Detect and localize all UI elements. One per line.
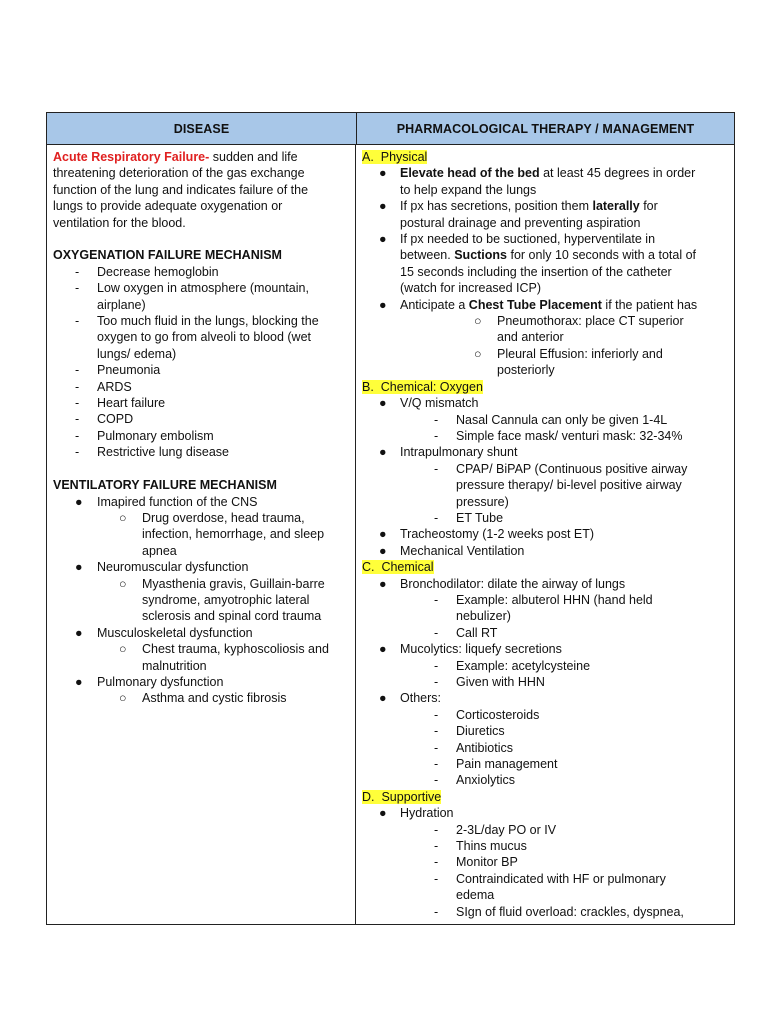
list-item: ● Tracheostomy (1-2 weeks post ET) (379, 527, 595, 542)
list-subitem: ○ Myasthenia gravis, Guillain-barre (119, 576, 325, 591)
list-item-cont: postural drainage and preventing aspiration (400, 215, 641, 230)
list-subitem-cont: posteriorly (497, 363, 555, 378)
list-subitem: - SIgn of fluid overload: crackles, dyspnea, (434, 904, 684, 919)
list-item-cont: airplane) (97, 297, 146, 312)
list-subitem-cont: nebulizer) (456, 609, 511, 624)
list-item: ● Anticipate a Chest Tube Placement if the patient has (379, 297, 698, 312)
list-item-cont: to help expand the lungs (400, 182, 537, 197)
list-subitem: - Anxiolytics (434, 773, 516, 788)
list-item: - Pneumonia (75, 363, 161, 378)
list-subitem: - Monitor BP (434, 855, 518, 870)
list-subitem-cont: malnutrition (142, 658, 207, 673)
list-subitem: ○ Chest trauma, kyphoscoliosis and (119, 642, 329, 657)
intro-line: ventilation for the blood. (53, 215, 186, 230)
list-subitem-cont: sclerosis and spinal cord trauma (142, 609, 322, 624)
list-item: - COPD (75, 412, 134, 427)
list-subitem-cont: pressure therapy/ bi-level positive airway (456, 478, 682, 493)
list-item: ● Others: (379, 691, 441, 706)
list-item-cont: lungs/ edema) (97, 346, 177, 361)
list-subitem: - Simple face mask/ venturi mask: 32-34% (434, 428, 683, 443)
list-subitem: ○ Pneumothorax: place CT superior (474, 314, 684, 329)
list-subitem: - Example: acetylcysteine (434, 658, 591, 673)
list-subitem-cont: pressure) (456, 494, 509, 509)
list-subitem: - Thins mucus (434, 839, 527, 854)
list-item-cont: oxygen to go from alveoli to blood (wet (97, 330, 312, 345)
disease-title: Acute Respiratory Failure- (53, 150, 210, 164)
list-item: - Heart failure (75, 396, 166, 411)
list-subitem: - ET Tube (434, 510, 504, 525)
section-physical: A. Physical (362, 150, 428, 164)
list-item: ● If px needed to be suctioned, hyperventilate in (379, 232, 656, 247)
list-subitem-cont: syndrome, amyotrophic lateral (142, 592, 310, 607)
list-item: - Pulmonary embolism (75, 428, 214, 443)
list-item: - Low oxygen in atmosphere (mountain, (75, 281, 309, 296)
list-subitem-cont: edema (456, 888, 495, 903)
list-item: ● If px has secretions, position them laterally for (379, 199, 658, 214)
list-item: - ARDS (75, 379, 132, 394)
intro-line: function of the lung and indicates failure of the (53, 182, 309, 197)
list-subitem: ○ Asthma and cystic fibrosis (119, 691, 287, 706)
list-item: ● Pulmonary dysfunction (75, 674, 224, 689)
list-subitem: - Antibiotics (434, 740, 513, 755)
list-subitem-cont: and anterior (497, 330, 564, 345)
list-item-cont: 15 seconds including the insertion of the catheter (400, 264, 672, 279)
list-item: ● Mucolytics: liquefy secretions (379, 642, 562, 657)
list-subitem: - Contraindicated with HF or pulmonary (434, 871, 666, 886)
list-subitem: - Nasal Cannula can only be given 1-4L (434, 412, 668, 427)
header-therapy: PHARMACOLOGICAL THERAPY / MANAGEMENT (396, 121, 695, 136)
disease-column (47, 145, 356, 925)
list-subitem: ○ Drug overdose, head trauma, (119, 510, 305, 525)
section-supportive: D. Supportive (362, 789, 442, 804)
list-item: ● Musculoskeletal dysfunction (75, 625, 253, 640)
list-item: ● Mechanical Ventilation (379, 543, 525, 558)
list-item: ● Hydration (379, 806, 454, 821)
list-item: - Too much fluid in the lungs, blocking the (75, 314, 319, 329)
therapy-table (46, 112, 735, 925)
list-item-cont: (watch for increased ICP) (400, 281, 542, 296)
header-disease: DISEASE (47, 113, 357, 144)
list-item: ● Neuromuscular dysfunction (75, 560, 249, 575)
list-subitem-cont: infection, hemorrhage, and sleep (142, 527, 325, 542)
list-item: ● Intrapulmonary shunt (379, 445, 518, 460)
list-subitem: - CPAP/ BiPAP (Continuous positive airway (434, 461, 688, 476)
ventilatory-heading: VENTILATORY FAILURE MECHANISM (53, 478, 277, 493)
list-subitem: - Diuretics (434, 724, 505, 739)
list-item: ● Bronchodilator: dilate the airway of lungs (379, 576, 626, 591)
list-item: ● V/Q mismatch (379, 396, 479, 411)
list-subitem: - Corticosteroids (434, 707, 540, 722)
list-item: ● Elevate head of the bed at least 45 degrees in order (379, 166, 696, 181)
list-item: ● Imapired function of the CNS (75, 494, 258, 509)
list-subitem: - Given with HHN (434, 675, 545, 689)
table-body (47, 145, 734, 925)
list-subitem: - 2-3L/day PO or IV (434, 822, 557, 837)
list-item-cont: between. Suctions for only 10 seconds with a total of (400, 248, 697, 263)
oxygenation-heading: OXYGENATION FAILURE MECHANISM (53, 248, 282, 263)
list-subitem: - Call RT (434, 625, 498, 640)
list-subitem: ○ Pleural Effusion: inferiorly and (474, 346, 663, 361)
list-subitem-cont: apnea (142, 543, 177, 558)
list-subitem: - Pain management (434, 757, 558, 772)
intro-line: lungs to provide adequate oxygenation or (53, 199, 283, 214)
list-item: - Decrease hemoglobin (75, 264, 219, 279)
intro-line: Acute Respiratory Failure- sudden and life (53, 150, 298, 164)
list-item: - Restrictive lung disease (75, 445, 230, 460)
section-chemical: C. Chemical (362, 560, 434, 575)
intro-line: threatening deterioration of the gas exchange (53, 166, 305, 181)
list-subitem: - Example: albuterol HHN (hand held (434, 592, 653, 607)
table-header (47, 113, 734, 145)
therapy-column (356, 145, 734, 925)
section-oxygen: B. Chemical: Oxygen (362, 379, 483, 394)
